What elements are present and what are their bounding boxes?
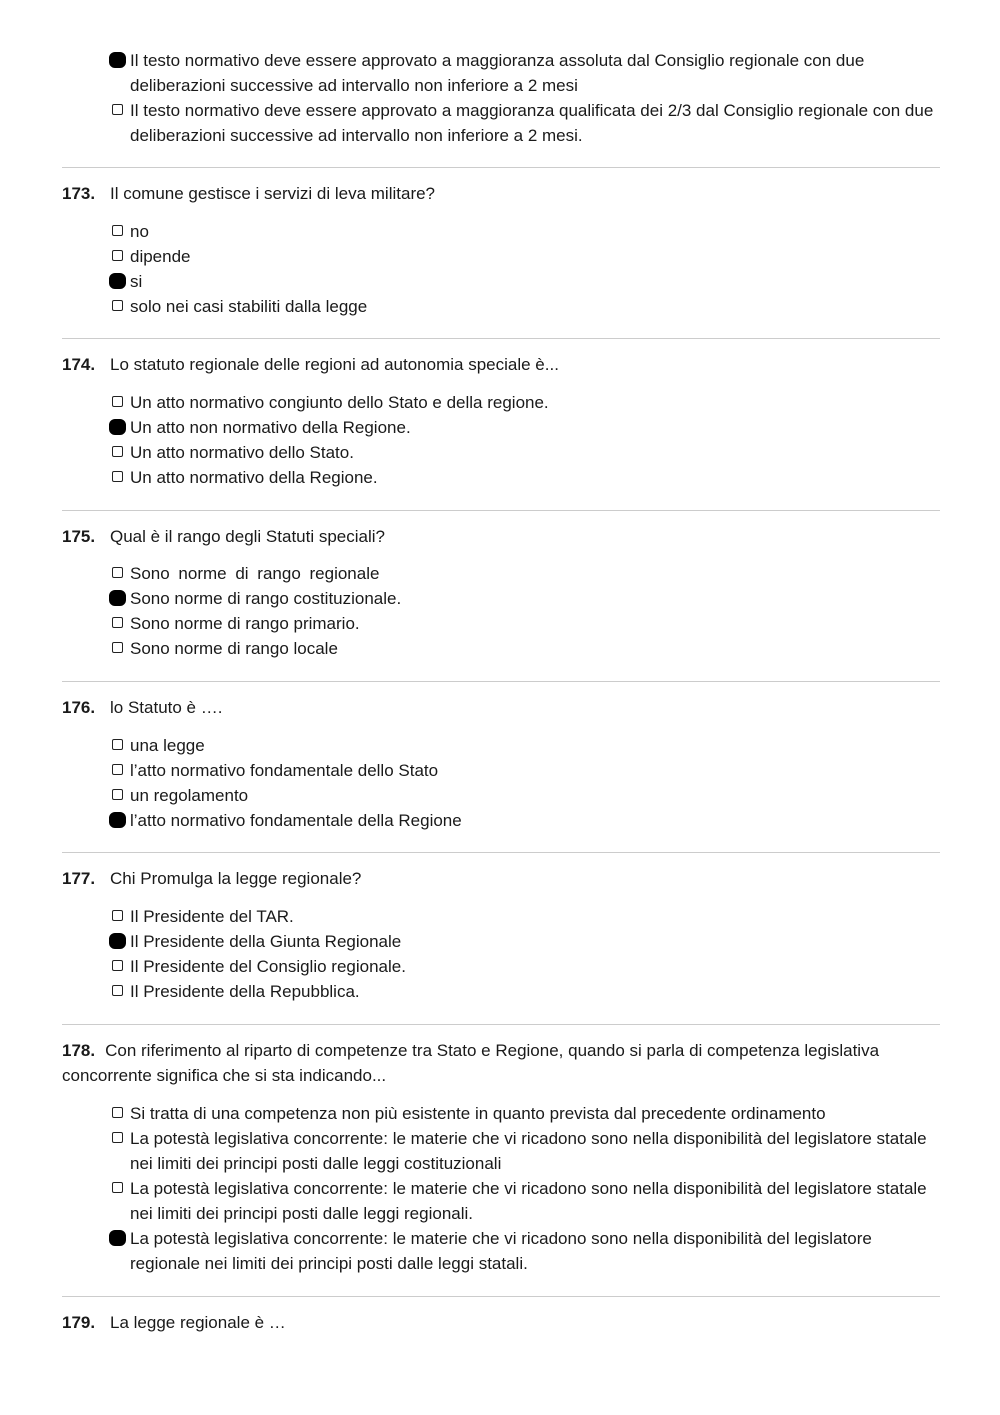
divider — [62, 1024, 940, 1025]
options-list — [112, 561, 942, 661]
divider — [62, 167, 940, 168]
options-list — [112, 219, 942, 319]
answer-option[interactable]: Un atto normativo dello Stato. — [112, 440, 942, 465]
answer-option[interactable]: La potestà legislativa concorrente: le materie che vi ricadono sono nella disponibilità del legislatore statale nei limiti dei principi posti dalle leggi costituzionali — [112, 1126, 942, 1176]
question-text: Chi Promulga la legge regionale? — [110, 869, 362, 888]
answer-option[interactable]: l’atto normativo fondamentale dello Stato — [112, 758, 942, 783]
answer-option[interactable]: dipende — [112, 244, 942, 269]
question-number: 177. — [62, 869, 96, 888]
question-text: Lo statuto regionale delle regioni ad autonomia speciale è... — [110, 355, 559, 374]
answer-option[interactable]: Il Presidente della Giunta Regionale — [112, 929, 942, 954]
answer-option[interactable]: si — [112, 269, 942, 294]
answer-option[interactable]: La potestà legislativa concorrente: le materie che vi ricadono sono nella disponibilità del legislatore regionale nei limiti dei principi posti dalle leggi statali. — [112, 1226, 942, 1276]
answer-option[interactable]: Sono norme di rango primario. — [112, 611, 942, 636]
intro-options — [112, 48, 942, 148]
answer-option[interactable]: Sono norme di rango costituzionale. — [112, 586, 942, 611]
checkbox-icon[interactable] — [112, 764, 123, 775]
checkbox-icon[interactable] — [112, 739, 123, 750]
question — [62, 695, 932, 720]
question-text: La legge regionale è … — [110, 1313, 286, 1332]
checkbox-icon[interactable] — [112, 471, 123, 482]
answer-option[interactable]: un regolamento — [112, 783, 942, 808]
checkbox-checked-icon[interactable] — [109, 52, 126, 68]
answer-option[interactable]: Il Presidente del TAR. — [112, 904, 942, 929]
question-number: 176. — [62, 698, 96, 717]
checkbox-icon[interactable] — [112, 789, 123, 800]
answer-option[interactable]: Sono norme di rango locale — [112, 636, 942, 661]
checkbox-icon[interactable] — [112, 985, 123, 996]
question-number: 174. — [62, 355, 96, 374]
question-number: 178. — [62, 1041, 96, 1060]
answer-option[interactable]: Un atto normativo della Regione. — [112, 465, 942, 490]
checkbox-icon[interactable] — [112, 396, 123, 407]
checkbox-icon[interactable] — [112, 1107, 123, 1118]
answer-option[interactable]: Il Presidente del Consiglio regionale. — [112, 954, 942, 979]
question-text: Il comune gestisce i servizi di leva militare? — [110, 184, 436, 203]
question — [62, 524, 932, 549]
question-text: lo Statuto è …. — [110, 698, 223, 717]
checkbox-checked-icon[interactable] — [109, 933, 126, 949]
answer-option[interactable]: una legge — [112, 733, 942, 758]
question-text: Con riferimento al riparto di competenze tra Stato e Regione, quando si parla di competenza legislativa concorrente significa che si sta indicando... — [62, 1041, 880, 1085]
checkbox-icon[interactable] — [112, 1132, 123, 1143]
checkbox-icon[interactable] — [112, 225, 123, 236]
question-number: 173. — [62, 184, 96, 203]
answer-option[interactable]: Sono norme di rango regionale — [112, 561, 942, 586]
answer-option[interactable]: Il testo normativo deve essere approvato a maggioranza assoluta dal Consiglio regionale con due deliberazioni successive ad intervallo non inferiore a 2 mesi — [112, 48, 942, 98]
divider — [62, 681, 940, 682]
checkbox-checked-icon[interactable] — [109, 419, 126, 435]
checkbox-icon[interactable] — [112, 567, 123, 578]
checkbox-checked-icon[interactable] — [109, 1230, 126, 1246]
question — [62, 1038, 940, 1088]
divider — [62, 852, 940, 853]
question — [62, 866, 932, 891]
question-number: 175. — [62, 527, 96, 546]
checkbox-icon[interactable] — [112, 250, 123, 261]
divider — [62, 1296, 940, 1297]
checkbox-icon[interactable] — [112, 446, 123, 457]
divider — [62, 338, 940, 339]
divider — [62, 510, 940, 511]
checkbox-icon[interactable] — [112, 104, 123, 115]
checkbox-checked-icon[interactable] — [109, 590, 126, 606]
options-list — [112, 1101, 942, 1276]
answer-option[interactable]: solo nei casi stabiliti dalla legge — [112, 294, 942, 319]
answer-option[interactable]: Il testo normativo deve essere approvato a maggioranza qualificata dei 2/3 dal Consiglio regionale con due deliberazioni successive ad intervallo non inferiore a 2 mesi. — [112, 98, 942, 148]
options-list — [112, 904, 942, 1004]
answer-option[interactable]: Un atto non normativo della Regione. — [112, 415, 942, 440]
options-list — [112, 733, 942, 833]
checkbox-icon[interactable] — [112, 910, 123, 921]
answer-option[interactable]: no — [112, 219, 942, 244]
question — [62, 1310, 932, 1335]
checkbox-icon[interactable] — [112, 300, 123, 311]
answer-option[interactable]: Un atto normativo congiunto dello Stato e della regione. — [112, 390, 942, 415]
checkbox-icon[interactable] — [112, 1182, 123, 1193]
question-number: 179. — [62, 1313, 96, 1332]
checkbox-icon[interactable] — [112, 617, 123, 628]
options-list — [112, 390, 942, 490]
answer-option[interactable]: Il Presidente della Repubblica. — [112, 979, 942, 1004]
question — [62, 352, 932, 377]
answer-option[interactable]: Si tratta di una competenza non più esistente in quanto prevista dal precedente ordinamento — [112, 1101, 942, 1126]
checkbox-checked-icon[interactable] — [109, 273, 126, 289]
question-text: Qual è il rango degli Statuti speciali? — [110, 527, 385, 546]
checkbox-checked-icon[interactable] — [109, 812, 126, 828]
question — [62, 181, 932, 206]
answer-option[interactable]: l’atto normativo fondamentale della Regione — [112, 808, 942, 833]
checkbox-icon[interactable] — [112, 642, 123, 653]
checkbox-icon[interactable] — [112, 960, 123, 971]
answer-option[interactable]: La potestà legislativa concorrente: le materie che vi ricadono sono nella disponibilità del legislatore statale nei limiti dei principi posti dalle leggi regionali. — [112, 1176, 942, 1226]
